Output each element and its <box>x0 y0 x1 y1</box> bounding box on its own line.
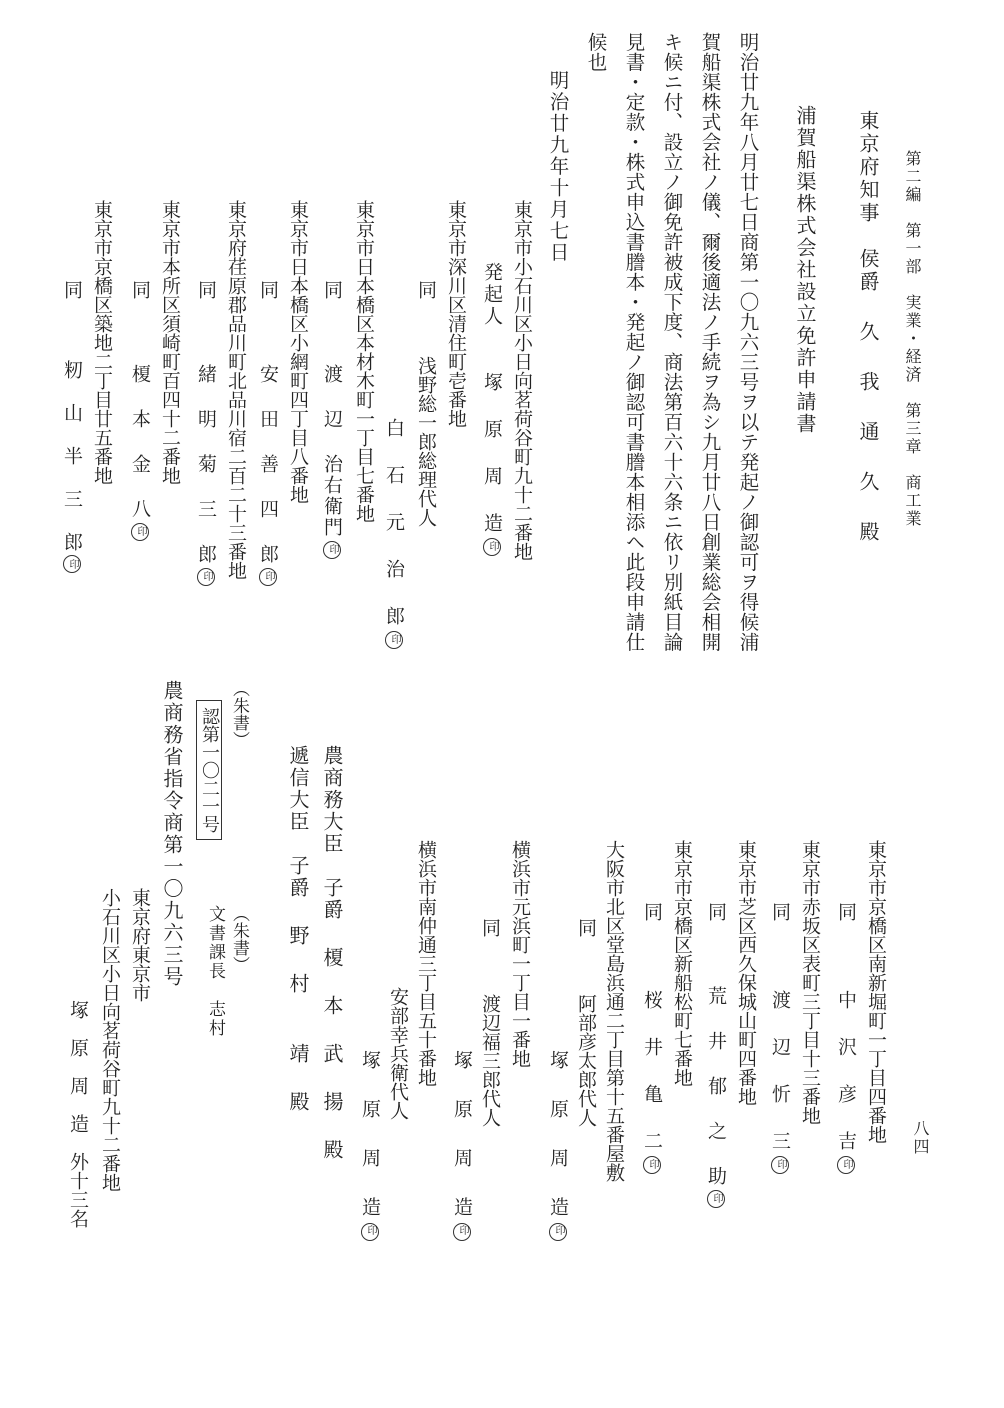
promoter-name: 同 緒 明 菊 三 郎印 <box>196 280 215 586</box>
seal-icon: 印 <box>361 1223 379 1241</box>
seal-icon: 印 <box>707 1190 725 1208</box>
seal-icon: 印 <box>197 568 215 586</box>
promoter-address: 東京市日本橋区本材木町一丁目七番地 <box>353 200 375 523</box>
document-date: 明治廿九年十月七日 <box>546 70 570 264</box>
promoter-proxy: 安部幸兵衛代人 <box>387 968 409 1120</box>
promoter-name: 塚 原 周 造印 <box>547 1050 569 1239</box>
minister-agriculture: 農商務大臣 子爵 榎 本 武 揚 殿 <box>320 745 344 1161</box>
promoter-proxy: 同 渡辺福三郎代人 <box>479 918 501 1127</box>
page-number: 八四 <box>911 1120 930 1156</box>
promoter-name: 同 桜 井 亀 二印 <box>642 902 661 1174</box>
recipient-name: 塚 原 周 造 外十三名 <box>67 1000 89 1228</box>
promoter-proxy: 同 阿部彦太郎代人 <box>575 918 597 1127</box>
body-line-5: 候也 <box>584 32 608 72</box>
seal-icon: 印 <box>453 1223 471 1241</box>
seal-icon: 印 <box>259 568 277 586</box>
promoter-address: 東京市日本橋区小網町四丁目八番地 <box>287 200 309 504</box>
promoter-proxy: 同 浅野総一郎総理代人 <box>415 280 437 527</box>
seal-icon: 印 <box>837 1156 855 1174</box>
minister-communications: 遞信大臣 子爵 野 村 靖 殿 <box>286 745 310 1113</box>
body-line-1: 明治廿九年八月廿七日商第一〇九六三号ヲ以テ発起ノ御認可ヲ得候浦 <box>736 32 760 652</box>
promoter-name: 同 榎 本 金 八印 <box>130 280 149 541</box>
promoter-address: 東京市京橋区築地二丁目廿五番地 <box>91 200 113 485</box>
seal-icon: 印 <box>771 1156 789 1174</box>
seal-icon: 印 <box>549 1223 567 1241</box>
promoter-address: 東京市本所区須崎町百四十二番地 <box>159 200 181 485</box>
seal-icon: 印 <box>385 631 403 649</box>
running-head: 第二編 第一部 実業・経済 第三章 商工業 <box>903 150 922 528</box>
annotation-vermilion: （朱書） <box>229 680 249 748</box>
body-line-4: 見書・定款・株式申込書謄本・発起ノ御認可書謄本相添ヘ此段申請仕 <box>622 32 646 652</box>
seal-icon: 印 <box>483 538 501 556</box>
promoter-address: 横浜市元浜町一丁目一番地 <box>509 840 531 1068</box>
addressee: 東京府知事 侯爵 久 我 通 久 殿 <box>856 110 880 544</box>
promoter-name: 同 渡 辺 治右衛門印 <box>322 280 341 559</box>
seal-icon: 印 <box>643 1156 661 1174</box>
section-chief: 文書課長 志村 <box>205 905 225 1038</box>
seal-icon: 印 <box>131 523 149 541</box>
recipient-address-line-2: 小石川区小日向茗荷谷町九十二番地 <box>99 888 121 1192</box>
body-line-2: 賀船渠株式会社ノ儀、爾後適法ノ手続ヲ為シ九月廿八日創業総会相開 <box>698 32 722 652</box>
promoter-address: 東京市赤坂区表町三丁目十三番地 <box>799 840 821 1125</box>
approval-number-box: 認第一〇二一号 <box>196 700 222 840</box>
promoter-address: 東京市芝区西久保城山町四番地 <box>735 840 757 1106</box>
promoter-name: 同 荒 井 郁 之 助印 <box>706 902 725 1208</box>
seal-icon: 印 <box>323 541 341 559</box>
promoter-name: 同 中 沢 彦 吉印 <box>836 902 855 1174</box>
promoter-address: 横浜市南仲通三丁目五十番地 <box>415 840 437 1087</box>
promoter-name: 塚 原 周 造印 <box>359 1050 381 1239</box>
document-title: 浦賀船渠株式会社設立免許申請書 <box>793 105 817 435</box>
promoter-name: 白 石 元 治 郎印 <box>384 418 403 649</box>
promoter-address: 東京市小石川区小日向茗荷谷町九十二番地 <box>511 200 533 561</box>
promoter-name: 塚 原 周 造印 <box>451 1050 473 1239</box>
promoter-name: 発起人 塚 原 周 造印 <box>482 262 501 556</box>
seal-icon: 印 <box>63 555 81 573</box>
promoter-address: 東京市京橋区新船松町七番地 <box>671 840 693 1087</box>
promoter-address: 東京府荏原郡品川町北品川宿二百二十三番地 <box>225 200 247 580</box>
promoter-address: 東京市深川区清住町壱番地 <box>445 200 467 428</box>
recipient-address-line-1: 東京府東京市 <box>129 888 151 1002</box>
annotation-vermilion: （朱書） <box>229 905 249 973</box>
promoter-name: 同 籾 山 半 三 郎印 <box>62 280 81 573</box>
directive-number: 農商務省指令商第一〇九六三号 <box>160 680 184 988</box>
promoter-name: 同 安 田 善 四 郎印 <box>258 280 277 586</box>
promoter-name: 同 渡 辺 忻 三印 <box>770 902 789 1174</box>
promoter-address: 大阪市北区堂島浜通二丁目第十五番屋敷 <box>603 840 625 1182</box>
body-line-3: キ候ニ付、設立ノ御免許被成下度、商法第百六十六条ニ依リ別紙目論 <box>660 32 684 652</box>
promoter-address: 東京市京橋区南新堀町一丁目四番地 <box>865 840 887 1144</box>
